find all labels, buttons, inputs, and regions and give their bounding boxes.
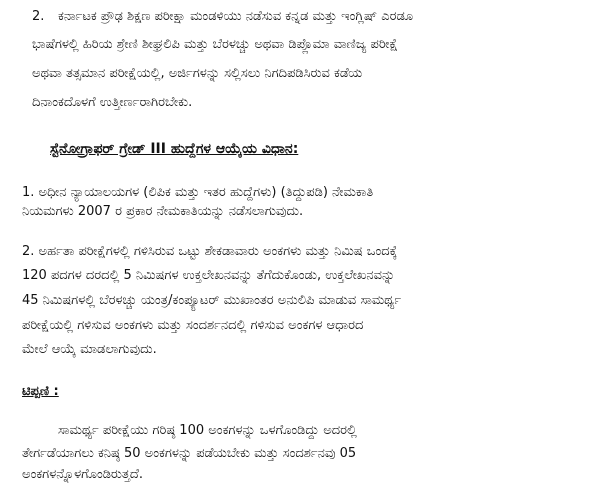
intro-number: 2.: [32, 9, 45, 24]
intro-line-2: ಭಾಷೆಗಳಲ್ಲಿ ಹಿರಿಯ ಶ್ರೇಣಿ ಶೀಘ್ರಲಿಪಿ ಮತ್ತು ಬೆರಳಚ್ಚು ಅಥವಾ ಡಿಪ್ಲೊಮಾ ವಾಣಿಜ್ಯ ಪರೀಕ್ಷೆ: [32, 37, 398, 52]
point-2-line-2: 120 ಪದಗಳ ದರದಲ್ಲಿ 5 ನಿಮಿಷಗಳ ಉಕ್ತಲೇಖನವನ್ನು ತೆಗೆದುಕೊಂಡು, ಉಕ್ತಲೇಖನವನ್ನು: [22, 268, 396, 283]
point-1-line-2: ನಿಯಮಗಳು 2007 ರ ಪ್ರಕಾರ ನೇಮಕಾತಿಯನ್ನು ನಡೆಸಲಾಗುವುದು.: [22, 204, 304, 219]
intro-line-1: ಕರ್ನಾಟಕ ಪ್ರೌಢ ಶಿಕ್ಷಣ ಪರೀಕ್ಷಾ ಮಂಡಳಿಯು ನಡೆಸುವ ಕನ್ನಡ ಮತ್ತು ಇಂಗ್ಲಿಷ್ ಎರಡೂ: [58, 9, 414, 24]
point-2-line-1: 2. ಅರ್ಹತಾ ಪರೀಕ್ಷೆಗಳಲ್ಲಿ ಗಳಿಸಿರುವ ಒಟ್ಟು ಶೇಕಡಾವಾರು ಅಂಕಗಳು ಮತ್ತು ನಿಮಿಷ ಒಂದಕ್ಕೆ: [22, 244, 398, 259]
point-2-line-5: ಮೇಲೆ ಆಯ್ಕೆ ಮಾಡಲಾಗುವುದು.: [22, 342, 157, 357]
point-2-line-4: ಪರೀಕ್ಷೆಯಲ್ಲಿ ಗಳಿಸುವ ಅಂಕಗಳು ಮತ್ತು ಸಂದರ್ಶನದಲ್ಲಿ ಗಳಿಸುವ ಅಂಕಗಳ ಆಧಾರದ: [22, 318, 364, 333]
note-line-3: ಅಂಕಗಳನ್ನೊಳಗೊಂಡಿರುತ್ತದೆ.: [22, 467, 143, 482]
section-heading: ಸ್ಟೆನೋಗ್ರಾಫರ್ ಗ್ರೇಡ್ III ಹುದ್ದೆಗಳ ಆಯ್ಕೆಯ ವಿಧಾನ:: [50, 141, 299, 157]
intro-line-4: ದಿನಾಂಕದೊಳಗೆ ಉತ್ತೀರ್ಣರಾಗಿರಬೇಕು.: [32, 95, 193, 110]
note-label: ಟಿಪ್ಪಣಿ :: [22, 384, 59, 399]
intro-line-3: ಅಥವಾ ತತ್ಸಮಾನ ಪರೀಕ್ಷೆಯಲ್ಲಿ, ಅರ್ಜಿಗಳನ್ನು ಸಲ್ಲಿಸಲು ನಿಗದಿಪಡಿಸಿರುವ ಕಡೆಯ: [32, 66, 363, 81]
point-2-line-3: 45 ನಿಮಿಷಗಳಲ್ಲಿ ಬೆರಳಚ್ಚು ಯಂತ್ರ/ಕಂಪ್ಯೂಟರ್ ಮುಖಾಂತರ ಅನುಲಿಪಿ ಮಾಡುವ ಸಾಮರ್ಥ್ಯ: [22, 293, 402, 308]
point-1-line-1: 1. ಅಧೀನ ನ್ಯಾಯಾಲಯಗಳ (ಲಿಪಿಕ ಮತ್ತು ಇತರ ಹುದ್ದೆಗಳು) (ತಿದ್ದುಪಡಿ) ನೇಮಕಾತಿ: [22, 185, 374, 200]
note-line-1: ಸಾಮರ್ಥ್ಯ ಪರೀಕ್ಷೆಯು ಗರಿಷ್ಠ 100 ಅಂಕಗಳನ್ನು ಒಳಗೊಂಡಿದ್ದು ಅದರಲ್ಲಿ: [58, 423, 357, 438]
note-line-2: ತೇರ್ಗಡೆಯಾಗಲು ಕನಿಷ್ಠ 50 ಅಂಕಗಳನ್ನು ಪಡೆಯಬೇಕು ಮತ್ತು ಸಂದರ್ಶನವು 05: [22, 446, 357, 461]
